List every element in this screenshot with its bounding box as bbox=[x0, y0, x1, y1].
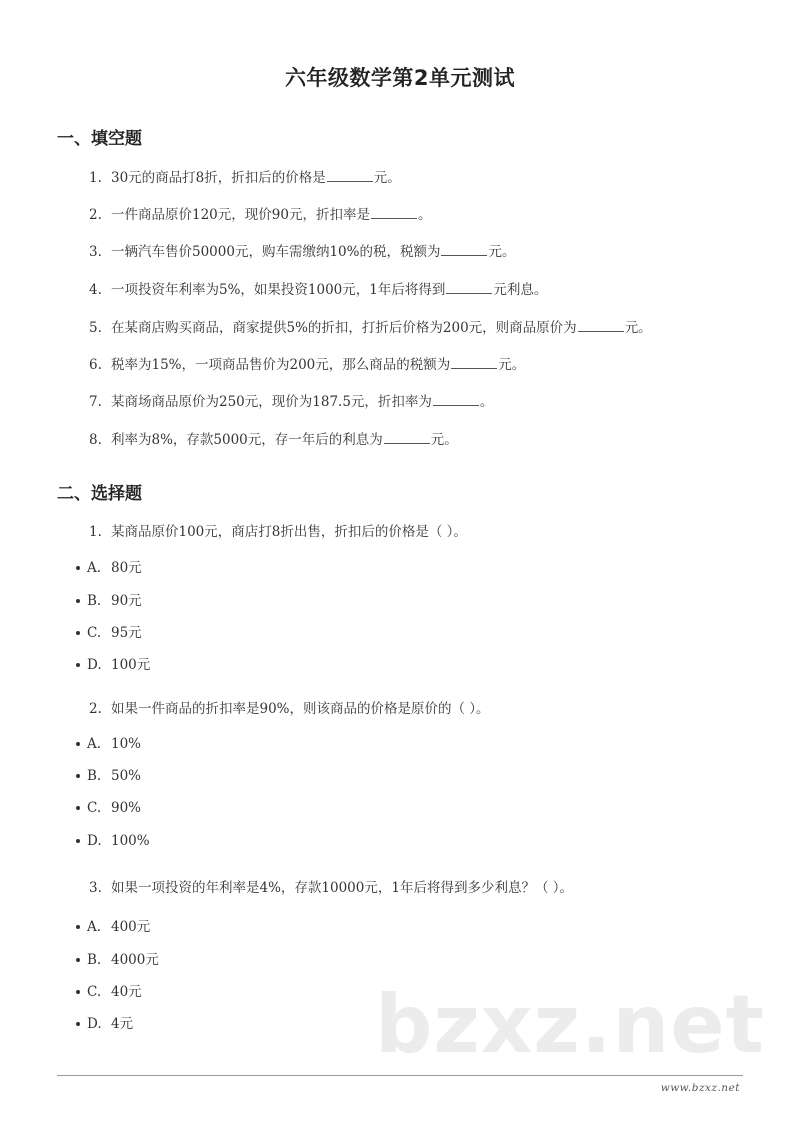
question-text: 税率为15%，一项商品售价为200元，那么商品的税额为 bbox=[111, 357, 451, 373]
choice-question-3 bbox=[89, 876, 573, 896]
option-text: 100元 bbox=[111, 657, 151, 673]
option-letter: B. bbox=[87, 768, 102, 784]
option-text: 40元 bbox=[111, 984, 142, 1000]
question-text-suffix: 元利息。 bbox=[493, 282, 548, 298]
question-text-suffix: 元。 bbox=[373, 170, 401, 186]
question-text: 一辆汽车售价50000元，购车需缴纳10%的税，税额为 bbox=[111, 244, 441, 260]
option-text: 4000元 bbox=[111, 952, 159, 968]
question-number: 4. bbox=[89, 282, 102, 298]
bullet-icon bbox=[76, 839, 80, 843]
question-text-suffix: 元。 bbox=[488, 244, 516, 260]
question-text: 如果一项投资的年利率是4%，存款10000元，1年后将得到多少利息？（ ）。 bbox=[111, 880, 573, 896]
question-text: 利率为8%，存款5000元，存一年后的利息为 bbox=[111, 432, 383, 448]
option-text: 80元 bbox=[111, 560, 142, 576]
option-d[interactable] bbox=[76, 653, 150, 673]
option-letter: B. bbox=[87, 952, 102, 968]
question-number: 2. bbox=[89, 207, 102, 223]
question-text: 某商场商品原价为250元，现价为187.5元，折扣率为 bbox=[111, 394, 432, 410]
option-text: 90元 bbox=[111, 593, 142, 609]
answer-blank[interactable] bbox=[327, 169, 373, 182]
answer-blank[interactable] bbox=[371, 206, 417, 219]
question-text-suffix: 。 bbox=[417, 207, 432, 223]
question-text-suffix: 。 bbox=[479, 394, 494, 410]
option-text: 100% bbox=[111, 833, 150, 849]
fill-question-4 bbox=[89, 278, 547, 298]
option-a[interactable] bbox=[76, 736, 141, 752]
answer-blank[interactable] bbox=[384, 431, 430, 444]
page-title: 六年级数学第2单元测试 bbox=[284, 66, 516, 90]
question-number: 8. bbox=[89, 432, 102, 448]
option-a[interactable] bbox=[76, 556, 142, 576]
section-heading-fill-blank: 一、填空题 bbox=[57, 129, 142, 149]
option-text: 4元 bbox=[111, 1016, 134, 1032]
option-text: 95元 bbox=[111, 625, 142, 641]
question-number: 1. bbox=[89, 170, 102, 186]
question-text: 30元的商品打8折，折扣后的价格是 bbox=[111, 170, 326, 186]
bullet-icon bbox=[76, 1022, 80, 1026]
choice-question-2 bbox=[89, 697, 490, 717]
option-c[interactable] bbox=[76, 621, 142, 641]
question-text: 某商品原价100元，商店打8折出售，折扣后的价格是（ ）。 bbox=[111, 524, 467, 540]
fill-question-3 bbox=[89, 240, 515, 260]
fill-question-2 bbox=[89, 203, 431, 223]
option-a[interactable] bbox=[76, 915, 150, 935]
question-text-suffix: 元。 bbox=[624, 320, 652, 336]
option-b[interactable] bbox=[76, 589, 142, 609]
question-number: 6. bbox=[89, 357, 102, 373]
option-d[interactable] bbox=[76, 1012, 133, 1032]
question-number: 7. bbox=[89, 394, 102, 410]
option-b[interactable] bbox=[76, 948, 159, 968]
fill-question-6 bbox=[89, 353, 525, 373]
option-letter: D. bbox=[87, 657, 102, 673]
option-text: 50% bbox=[111, 768, 142, 784]
option-d[interactable] bbox=[76, 833, 150, 849]
fill-question-8 bbox=[89, 428, 458, 448]
question-number: 5. bbox=[89, 320, 102, 336]
bullet-icon bbox=[76, 925, 80, 929]
answer-blank[interactable] bbox=[451, 356, 497, 369]
option-letter: A. bbox=[87, 560, 102, 576]
bullet-icon bbox=[76, 742, 80, 746]
answer-blank[interactable] bbox=[441, 243, 487, 256]
option-letter: A. bbox=[87, 736, 102, 752]
bullet-icon bbox=[76, 806, 80, 810]
bullet-icon bbox=[76, 774, 80, 778]
bullet-icon bbox=[76, 990, 80, 994]
bullet-icon bbox=[76, 631, 80, 635]
bullet-icon bbox=[76, 663, 80, 667]
option-letter: C. bbox=[87, 984, 102, 1000]
footer-divider bbox=[57, 1075, 743, 1076]
footer-url: www.bzxz.net bbox=[660, 1082, 740, 1094]
question-text-suffix: 元。 bbox=[430, 432, 458, 448]
answer-blank[interactable] bbox=[433, 393, 479, 406]
option-letter: B. bbox=[87, 593, 102, 609]
watermark: bzxz.net bbox=[375, 978, 765, 1071]
option-b[interactable] bbox=[76, 768, 141, 784]
bullet-icon bbox=[76, 566, 80, 570]
section-heading-multiple-choice: 二、选择题 bbox=[57, 484, 142, 504]
question-text: 一项投资年利率为5%，如果投资1000元，1年后将得到 bbox=[111, 282, 446, 298]
option-text: 90% bbox=[111, 800, 142, 816]
option-letter: C. bbox=[87, 625, 102, 641]
fill-question-7 bbox=[89, 390, 493, 410]
bullet-icon bbox=[76, 958, 80, 962]
question-text: 在某商店购买商品，商家提供5%的折扣，打折后价格为200元，则商品原价为 bbox=[111, 320, 577, 336]
question-text: 如果一件商品的折扣率是90%，则该商品的价格是原价的（ ）。 bbox=[111, 701, 490, 717]
option-letter: A. bbox=[87, 919, 102, 935]
option-letter: D. bbox=[87, 1016, 102, 1032]
option-letter: C. bbox=[87, 800, 102, 816]
answer-blank[interactable] bbox=[578, 319, 624, 332]
question-number: 1. bbox=[89, 524, 102, 540]
fill-question-1 bbox=[89, 166, 401, 186]
option-c[interactable] bbox=[76, 980, 142, 1000]
choice-question-1 bbox=[89, 520, 467, 540]
option-text: 400元 bbox=[111, 919, 151, 935]
fill-question-5 bbox=[89, 316, 652, 336]
question-text-suffix: 元。 bbox=[498, 357, 526, 373]
option-text: 10% bbox=[111, 736, 142, 752]
answer-blank[interactable] bbox=[446, 281, 492, 294]
question-number: 2. bbox=[89, 701, 102, 717]
question-text: 一件商品原价120元，现价90元，折扣率是 bbox=[111, 207, 370, 223]
question-number: 3. bbox=[89, 244, 102, 260]
bullet-icon bbox=[76, 599, 80, 603]
option-letter: D. bbox=[87, 833, 102, 849]
option-c[interactable] bbox=[76, 800, 141, 816]
question-number: 3. bbox=[89, 880, 102, 896]
